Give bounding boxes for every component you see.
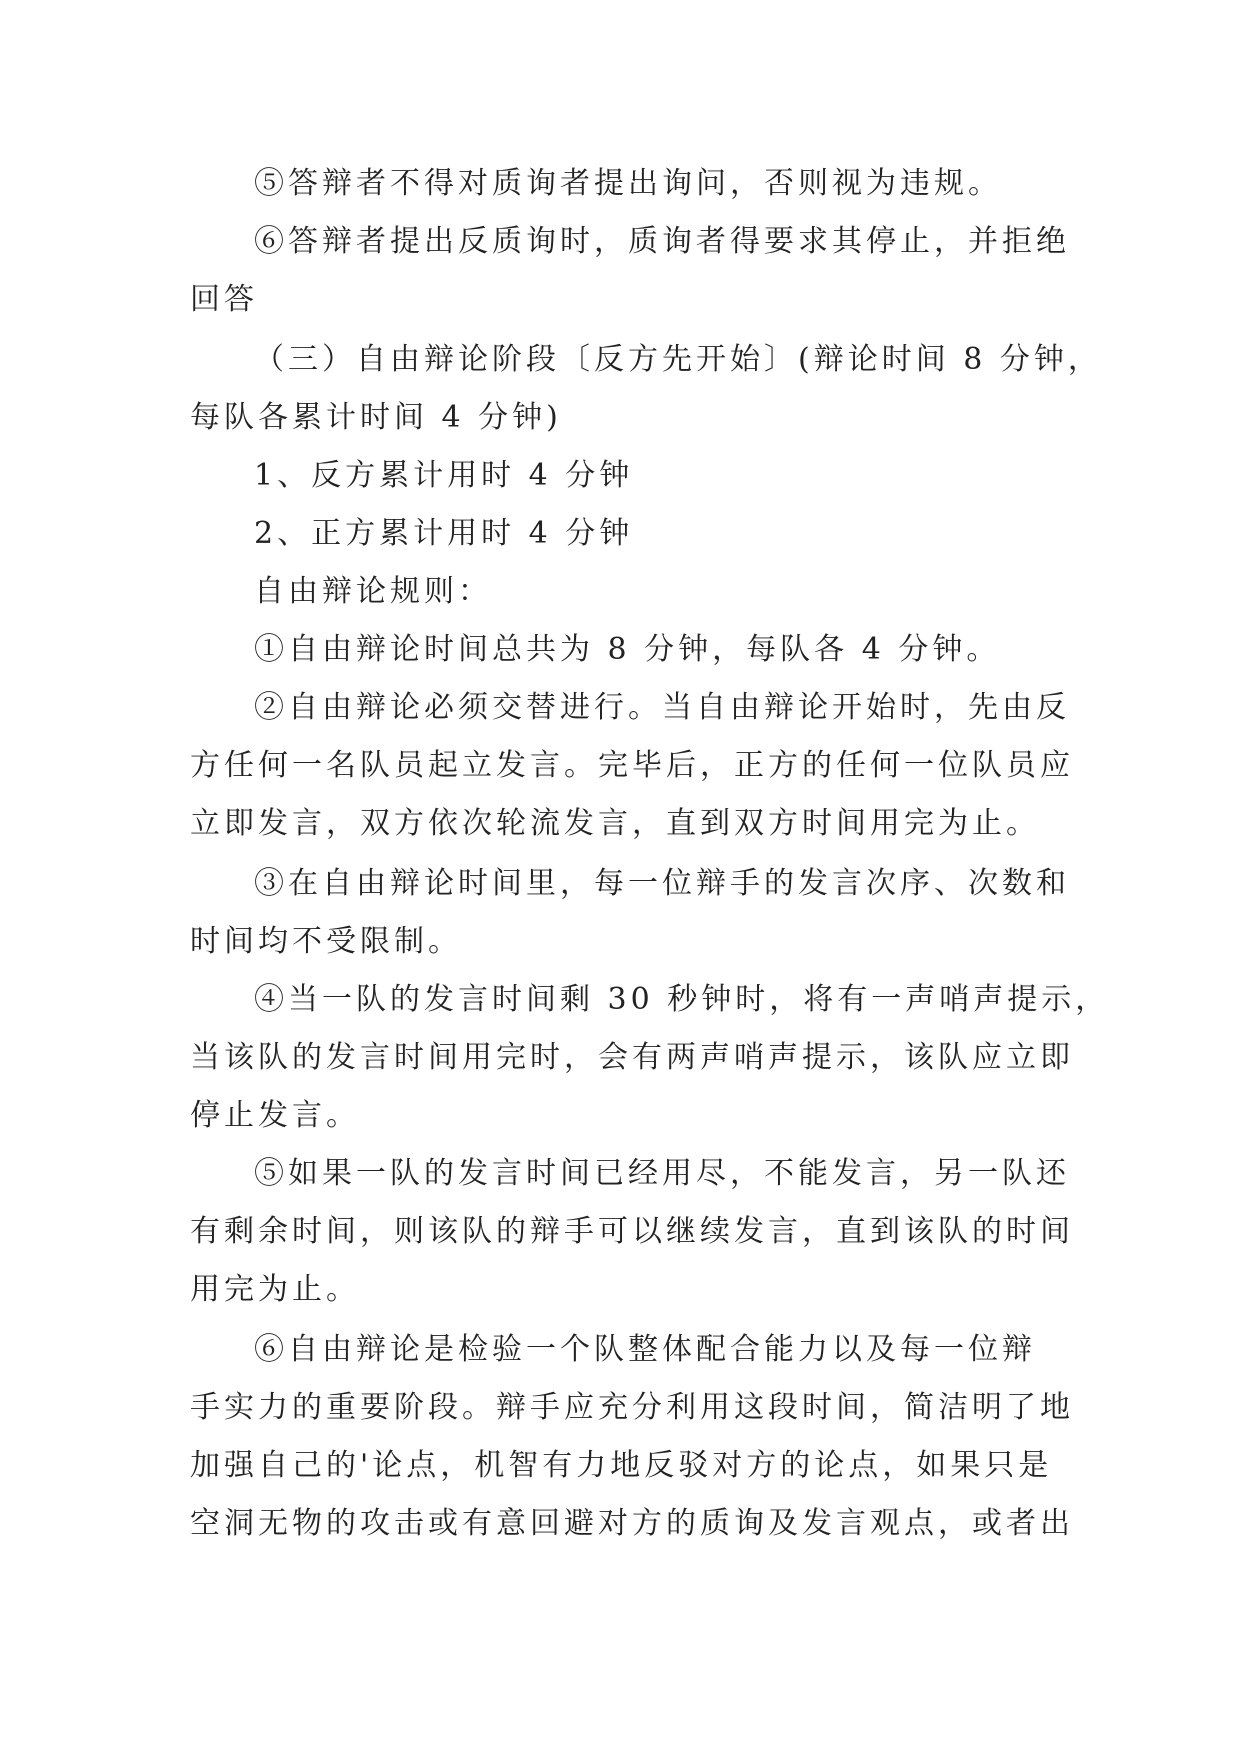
paragraph-line: ⑤答辩者不得对质询者提出询问，否则视为违规。 <box>254 166 1002 201</box>
paragraph-line: 停止发言。 <box>190 1098 360 1133</box>
paragraph-line: 空洞无物的攻击或有意回避对方的质询及发言观点，或者出 <box>190 1506 1074 1541</box>
paragraph-line: 加强自己的'论点，机智有力地反驳对方的论点，如果只是 <box>190 1448 1053 1483</box>
paragraph-line: 有剩余时间，则该队的辩手可以继续发言，直到该队的时间 <box>190 1214 1074 1249</box>
paragraph-line: ⑥自由辩论是检验一个队整体配合能力以及每一位辩 <box>254 1332 1036 1367</box>
paragraph-line: （三）自由辩论阶段〔反方先开始〕(辩论时间 8 分钟， <box>254 342 1102 377</box>
paragraph-line: 1、反方累计用时 4 分钟 <box>254 458 634 493</box>
paragraph-line: 用完为止。 <box>190 1272 360 1307</box>
paragraph-line: 手实力的重要阶段。辩手应充分利用这段时间，简洁明了地 <box>190 1390 1074 1425</box>
paragraph-line: 2、正方累计用时 4 分钟 <box>254 516 634 551</box>
paragraph-line: ⑥答辩者提出反质询时，质询者得要求其停止，并拒绝 <box>254 224 1070 259</box>
paragraph-line: 立即发言，双方依次轮流发言，直到双方时间用完为止。 <box>190 806 1040 841</box>
paragraph-line: 每队各累计时间 4 分钟) <box>190 400 562 435</box>
paragraph-line: ②自由辩论必须交替进行。当自由辩论开始时，先由反 <box>254 690 1070 725</box>
paragraph-line: ①自由辩论时间总共为 8 分钟，每队各 4 分钟。 <box>254 632 1001 667</box>
paragraph-line: 时间均不受限制。 <box>190 924 462 959</box>
paragraph-line: 方任何一名队员起立发言。完毕后，正方的任何一位队员应 <box>190 748 1074 783</box>
paragraph-line: 当该队的发言时间用完时，会有两声哨声提示，该队应立即 <box>190 1040 1074 1075</box>
paragraph-line: ⑤如果一队的发言时间已经用尽，不能发言，另一队还 <box>254 1156 1070 1191</box>
paragraph-line: 回答 <box>190 282 258 317</box>
paragraph-line: ③在自由辩论时间里，每一位辩手的发言次序、次数和 <box>254 866 1070 901</box>
section-heading: 自由辩论规则： <box>254 574 492 609</box>
paragraph-line: ④当一队的发言时间剩 30 秒钟时，将有一声哨声提示， <box>254 982 1110 1017</box>
